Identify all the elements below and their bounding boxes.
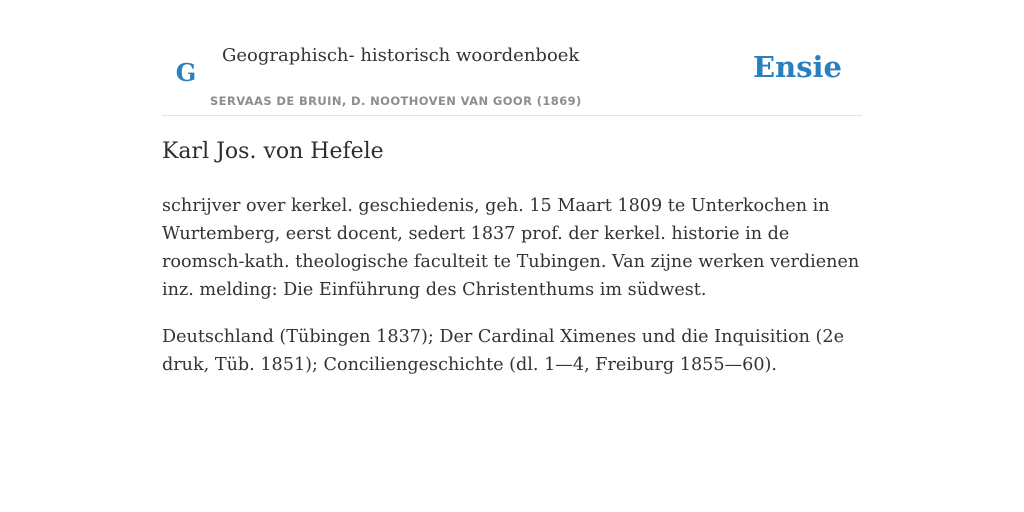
book-authors: SERVAAS DE BRUIN, D. NOOTHOVEN VAN GOOR (1869)	[210, 94, 582, 108]
ensie-logo[interactable]: Ensie	[753, 50, 842, 84]
article-title: Karl Jos. von Hefele	[162, 139, 384, 164]
book-header	[162, 40, 862, 116]
book-letter-badge[interactable]: G	[175, 57, 197, 87]
article-paragraph: Deutschland (Tübingen 1837); Der Cardinal Ximenes und die Inquisition (2e druk, Tüb. 1851); Conciliengeschichte (dl. 1—4, Freiburg 1855—60).	[162, 327, 845, 375]
article-paragraph: schrijver over kerkel. geschiedenis, geh. 15 Maart 1809 te Unterkochen in Wurtemberg, eerst docent, sedert 1837 prof. der kerkel. historie in de roomsch-kath. theologische faculteit te Tubingen. Van zijne werken verdienen inz. melding: Die Einführung des Christenthums im südwest.	[162, 196, 860, 300]
book-title[interactable]: Geographisch- historisch woordenboek	[222, 45, 580, 66]
